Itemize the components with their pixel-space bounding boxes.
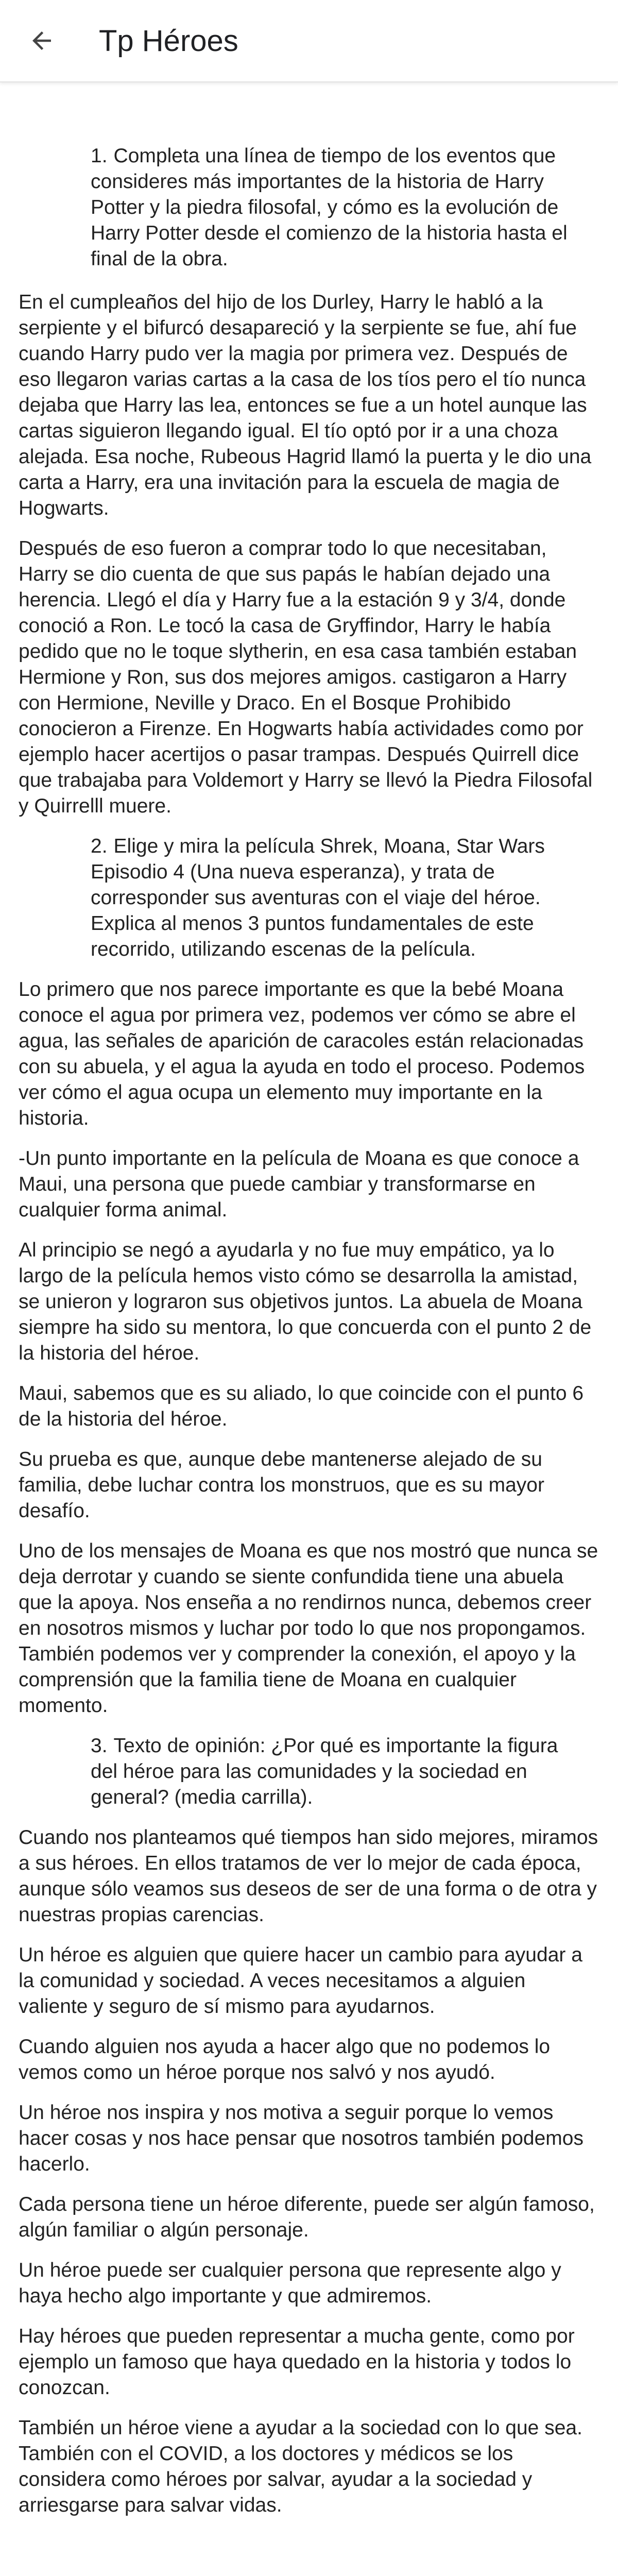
question-text: Elige y mira la película Shrek, Moana, Star Wars Episodio 4 (Una nueva esperanza), y trata de corresponder sus aventuras con el viaje del héroe. Explica al menos 3 puntos fundamentales de este recorrido, utilizando escenas de la película.: [91, 835, 545, 960]
question-number: 2.: [91, 835, 108, 857]
answer-paragraph: Un héroe es alguien que quiere hacer un cambio para ayudar a la comunidad y sociedad. A veces necesitamos a alguien valiente y seguro de sí mismo para ayudarnos.: [19, 1944, 582, 2018]
answer-paragraph: Después de eso fueron a comprar todo lo que necesitaban, Harry se dio cuenta de que sus papás le habían dejado una herencia. Llegó el día y Harry fue a la estación 9 y 3/4, donde conoció a Ron. Le tocó la casa de Gryffindor, Harry le había pedido que no le toque slytherin, en esa casa también estaban Hermione y Ron, sus dos mejores amigos. castigaron a Harry con Hermione, Neville y Draco. En el Bosque Prohibido conocieron a Firenze. En Hogwarts había actividades como por ejemplo hacer acertijos o pasar trampas. Después Quirrell dice que trabajaba para Voldemort y Harry se llevó la Piedra Filosofal y Quirrelll muere.: [19, 537, 593, 817]
page-title: Tp Héroes: [99, 24, 238, 58]
question-number: 1.: [91, 145, 108, 167]
answer-paragraph: -Un punto importante en la película de Moana es que conoce a Maui, una persona que puede cambiar y transformarse en cualquier forma animal.: [19, 1147, 579, 1221]
question-text: Texto de opinión: ¿Por qué es importante la figura del héroe para las comunidades y la sociedad en general? (media carrilla).: [91, 1735, 558, 1808]
document-body: [19, 143, 599, 2533]
answer-paragraph: Un héroe puede ser cualquier persona que represente algo y haya hecho algo importante y que admiremos.: [19, 2259, 561, 2307]
answer-paragraph: También un héroe viene a ayudar a la sociedad con lo que sea. También con el COVID, a los doctores y médicos se los considera como héroes por salvar, ayudar a la sociedad y arriesgarse para salvar vidas.: [19, 2417, 582, 2516]
arrow-back-icon: [28, 27, 56, 55]
answer-paragraph: Al principio se negó a ayudarla y no fue muy empático, ya lo largo de la película hemos visto cómo se desarrolla la amistad, se unieron y lograron sus objetivos juntos. La abuela de Moana siempre ha sido su mentora, lo que concuerda con el punto 2 de la historia del héroe.: [19, 1239, 592, 1364]
answer-paragraph: Cuando nos planteamos qué tiempos han sido mejores, miramos a sus héroes. En ellos tratamos de ver lo mejor de cada época, aunque sólo veamos sus deseos de ser de una forma o de otra y nuestras propias carencias.: [19, 1826, 598, 1926]
answer-paragraph: Uno de los mensajes de Moana es que nos mostró que nunca se deja derrotar y cuando se siente confundida tiene una abuela que la apoya. Nos enseña a no rendirnos nunca, debemos creer en nosotros mismos y luchar por todo lo que nos propongamos. También podemos ver y comprender la conexión, el apoyo y la comprensión que la familia tiene de Moana en cualquier momento.: [19, 1540, 598, 1717]
answer-paragraph: Cada persona tiene un héroe diferente, puede ser algún famoso, algún familiar o algún personaje.: [19, 2193, 595, 2241]
question-1: [19, 143, 599, 272]
back-button[interactable]: [13, 12, 70, 69]
question-number: 3.: [91, 1735, 108, 1757]
answer-paragraph: Hay héroes que pueden representar a mucha gente, como por ejemplo un famoso que haya quedado en la historia y todos lo conozcan.: [19, 2325, 575, 2399]
question-3: [19, 1733, 599, 1810]
app-bar: [0, 0, 618, 82]
answer-paragraph: Cuando alguien nos ayuda a hacer algo que no podemos lo vemos como un héroe porque nos salvó y nos ayudó.: [19, 2036, 551, 2083]
answer-paragraph: En el cumpleaños del hijo de los Durley, Harry le habló a la serpiente y el bifurcó desapareció y la serpiente se fue, ahí fue cuando Harry pudo ver la magia por primera vez. Después de eso llegaron varias cartas a la casa de los tíos pero el tío nunca dejaba que Harry las lea, entonces se fue a un hotel aunque las cartas siguieron llegando igual. El tío optó por ir a una choza alejada. Esa noche, Rubeous Hagrid llamó la puerta y le dio una carta a Harry, era una invitación para la escuela de magia de Hogwarts.: [19, 291, 592, 519]
answer-paragraph: Maui, sabemos que es su aliado, lo que coincide con el punto 6 de la historia del héroe.: [19, 1382, 584, 1430]
question-2: [19, 834, 599, 962]
question-text: Completa una línea de tiempo de los eventos que consideres más importantes de la historia de Harry Potter y la piedra filosofal, y cómo es la evolución de Harry Potter desde el comienzo de la historia hasta el final de la obra.: [91, 145, 568, 270]
answer-paragraph: Su prueba es que, aunque debe mantenerse alejado de su familia, debe luchar contra los monstruos, que es su mayor desafío.: [19, 1448, 544, 1522]
answer-paragraph: Lo primero que nos parece importante es que la bebé Moana conoce el agua por primera vez, podemos ver cómo se abre el agua, las señales de aparición de caracoles están relacionadas con su abuela, y el agua la ayuda en todo el proceso. Podemos ver cómo el agua ocupa un elemento muy importante en la historia.: [19, 978, 585, 1129]
answer-paragraph: Un héroe nos inspira y nos motiva a seguir porque lo vemos hacer cosas y nos hace pensar que nosotros también podemos hacerlo.: [19, 2102, 583, 2175]
